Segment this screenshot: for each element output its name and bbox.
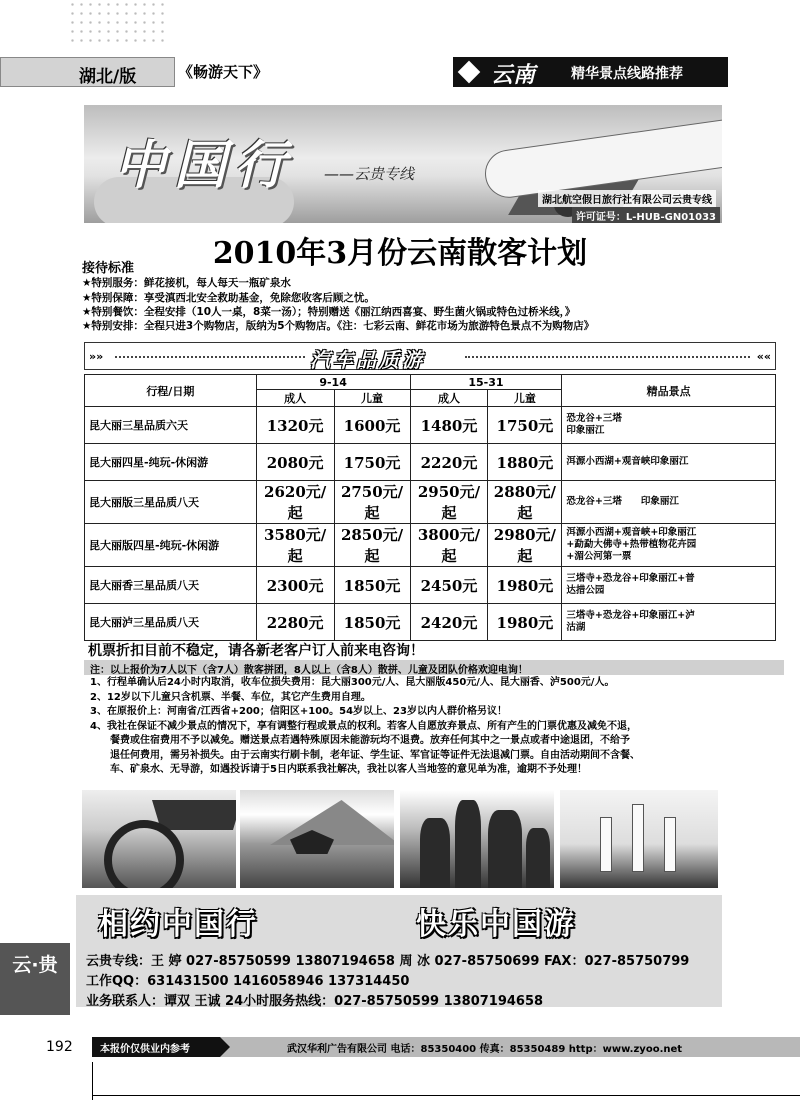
route-title: 精华景点线路推荐 [571, 66, 683, 82]
table-row [85, 524, 776, 567]
route-name: 昆大丽版四星-纯玩-休闲游 [85, 524, 257, 567]
header-child: 儿童 [334, 390, 410, 407]
route-name: 昆大丽四星-纯玩-休闲游 [85, 444, 257, 481]
price-adult-1: 3580元/起 [256, 524, 334, 567]
three-pagodas-photo [560, 790, 718, 888]
header-child: 儿童 [488, 390, 562, 407]
page-title: 2010年3月份云南散客计划 [212, 236, 588, 271]
term-item: 餐费或住宿费用不予以减免。赠送景点若遇特殊原因未能游玩均不退费。放弃任何其中之一景点或者中途退团，不给予 [90, 735, 630, 746]
pagoda-shape [632, 804, 644, 872]
price-adult-2: 2220元 [410, 444, 488, 481]
reference-note: 本报价仅供业内参考 [92, 1037, 220, 1057]
header-period-1: 9-14 [256, 375, 410, 390]
price-table [84, 374, 776, 641]
decorative-dot-pattern [68, 0, 168, 45]
pagoda-shape [600, 817, 612, 872]
price-child-1: 2750元/起 [334, 481, 410, 524]
standard-item: ★特别服务：鲜花接机，每人每天一瓶矿泉水 [82, 277, 291, 290]
page-number: 192 [46, 1039, 73, 1055]
left-arrows: »» [89, 350, 104, 363]
diamond-arrow-icon [458, 61, 481, 84]
price-child-2: 2980元/起 [488, 524, 562, 567]
agency-info: 武汉华利广告有限公司 电话：85350400 传真：85350489 http：www.zyoo.net [287, 1044, 683, 1055]
reception-standards [82, 262, 782, 333]
mountain-shape [270, 800, 394, 845]
waterwheel-shape [104, 820, 184, 888]
rock-shape [420, 818, 450, 888]
term-item: 2、12岁以下儿童只含机票、半餐、车位，其它产生费用自理。 [90, 691, 371, 703]
price-adult-2: 3800元/起 [410, 524, 488, 567]
standard-item: ★特别安排：全程只进3个购物店，版纳为5个购物店。《注：七彩云南、鲜花市场为旅游特色景点不为购物店》 [82, 320, 595, 333]
price-adult-1: 2280元 [256, 604, 334, 641]
price-child-1: 1850元 [334, 604, 410, 641]
table-row [85, 407, 776, 444]
price-child-1: 1850元 [334, 567, 410, 604]
table-row [85, 444, 776, 481]
spots: 洱源小西湖+观音峡+印象丽江 +勐勐大佛寺+热带植物花卉园 +湄公河第一票 [562, 524, 776, 567]
price-child-1: 1750元 [334, 444, 410, 481]
column-name: 《畅游天下》 [178, 63, 269, 81]
route-name: 昆大丽版三星品质八天 [85, 481, 257, 524]
price-note: 注：以上报价为7人以下（含7人）散客拼团，8人以上（含8人）散拼、儿童及团队价格欢迎电询！ [84, 660, 784, 675]
dotted-rule [465, 356, 750, 358]
header-adult: 成人 [410, 390, 488, 407]
route-name: 昆大丽香三星品质八天 [85, 567, 257, 604]
term-item: 退任何费用，需另补损失。由于云南实行刷卡制，老年证、学生证、军官证等证件无法退减门票。自由活动期间不含餐、 [90, 749, 640, 761]
arrow-icon [220, 1037, 230, 1057]
price-adult-1: 2620元/起 [256, 481, 334, 524]
snow-mountain-photo [240, 790, 394, 888]
spots: 恐龙谷+三塔 印象丽江 [562, 407, 776, 444]
table-row [85, 604, 776, 641]
price-adult-2: 2420元 [410, 604, 488, 641]
spots: 洱源小西湖+观音峡印象丽江 [562, 444, 776, 481]
route-name: 昆大丽三星品质六天 [85, 407, 257, 444]
table-row [85, 481, 776, 524]
route-name: 昆大丽泸三星品质八天 [85, 604, 257, 641]
price-child-2: 1980元 [488, 567, 562, 604]
right-arrows: «« [756, 350, 771, 363]
term-item: 1、行程单确认后24小时内取消，收车位损失费用：昆大丽300元/人、昆大丽版450元/人、昆大丽香、泸500元/人。 [90, 677, 615, 688]
banner-image [84, 105, 722, 223]
ticket-notice: 机票折扣目前不稳定，请各新老客户订人前来电咨询！ [88, 643, 424, 659]
price-child-1: 1600元 [334, 407, 410, 444]
term-item: 3、在原报价上：河南省/江西省+200；信阳区+100。54岁以上、23岁以内人群价格另议！ [90, 706, 507, 717]
standard-item: ★特别餐饮：全程安排（10人一桌，8菜一汤）；特别赠送《丽江纳西喜宴、野生菌火锅或特色过桥米线，》 [82, 305, 576, 318]
rock-shape [455, 800, 481, 888]
price-adult-2: 1480元 [410, 407, 488, 444]
price-adult-2: 2450元 [410, 567, 488, 604]
slogan-1: 相约中国行 [98, 907, 258, 942]
rock-shape [526, 828, 550, 888]
dotted-rule [115, 356, 305, 358]
price-adult-1: 2300元 [256, 567, 334, 604]
header-spots: 精品景点 [562, 375, 776, 407]
header-period-2: 15-31 [410, 375, 562, 390]
table-row [85, 567, 776, 604]
banner-subtitle: ——云贵专线 [324, 165, 415, 183]
standards-heading: 接待标准 [82, 261, 135, 276]
banner-title: 中国行 [114, 135, 295, 196]
price-adult-1: 1320元 [256, 407, 334, 444]
price-child-2: 1750元 [488, 407, 562, 444]
header-route-date: 行程/日期 [85, 375, 257, 407]
contact-line: 云贵专线：王 婷 027-85750599 13807194658 周 冰 027-85750699 FAX：027-85750799 [86, 954, 690, 969]
price-adult-1: 2080元 [256, 444, 334, 481]
company-name: 湖北航空假日旅行社有限公司云贵专线 [538, 190, 716, 207]
spots: 三塔寺+恐龙谷+印象丽江+泸 沽湖 [562, 604, 776, 641]
quality-tour-bar [84, 342, 776, 370]
price-child-2: 1980元 [488, 604, 562, 641]
stone-forest-photo [400, 790, 554, 888]
standard-item: ★特别保障：享受滇西北安全救助基金，免除您收客后顾之忧。 [82, 291, 375, 304]
route-header [453, 57, 728, 87]
side-label: 云·贵 [0, 943, 70, 1015]
footer-bar [92, 1037, 800, 1057]
price-child-1: 2850元/起 [334, 524, 410, 567]
contact-line: 工作QQ：631431500 1416058946 137314450 [86, 974, 410, 989]
price-child-2: 1880元 [488, 444, 562, 481]
page-header [0, 57, 800, 87]
term-item: 4、我社在保证不减少景点的情况下，享有调整行程或景点的权利。若客人自愿放弃景点、所有产生的门票优惠及减免不退， [90, 720, 637, 732]
contact-line: 业务联系人：谭双 王诚 24小时服务热线：027-85750599 13807194658 [86, 994, 544, 1009]
term-item: 车、矿泉水、无导游，如遇投诉请于5日内联系我社解决，我社以客人当地签的意见单为准，逾期不予处理！ [90, 764, 587, 775]
header-adult: 成人 [256, 390, 334, 407]
divider [92, 1095, 800, 1096]
contact-panel [76, 895, 722, 1007]
quality-tour-title: 汽车品质游 [310, 348, 425, 372]
region-name: 云南 [491, 62, 536, 88]
scenery-photos [82, 790, 718, 888]
spots: 恐龙谷+三塔 印象丽江 [562, 481, 776, 524]
spots: 三塔寺+恐龙谷+印象丽江+普 达措公园 [562, 567, 776, 604]
terms-list [90, 676, 730, 778]
edition-label: 湖北/版 [0, 57, 175, 87]
license-number: 许可证号：L-HUB-GN01033 [572, 207, 720, 223]
waterwheel-photo [82, 790, 236, 888]
pagoda-shape [664, 817, 676, 872]
price-adult-2: 2950元/起 [410, 481, 488, 524]
price-child-2: 2880元/起 [488, 481, 562, 524]
slogan-2: 快乐中国游 [416, 907, 576, 942]
rock-shape [488, 810, 522, 888]
